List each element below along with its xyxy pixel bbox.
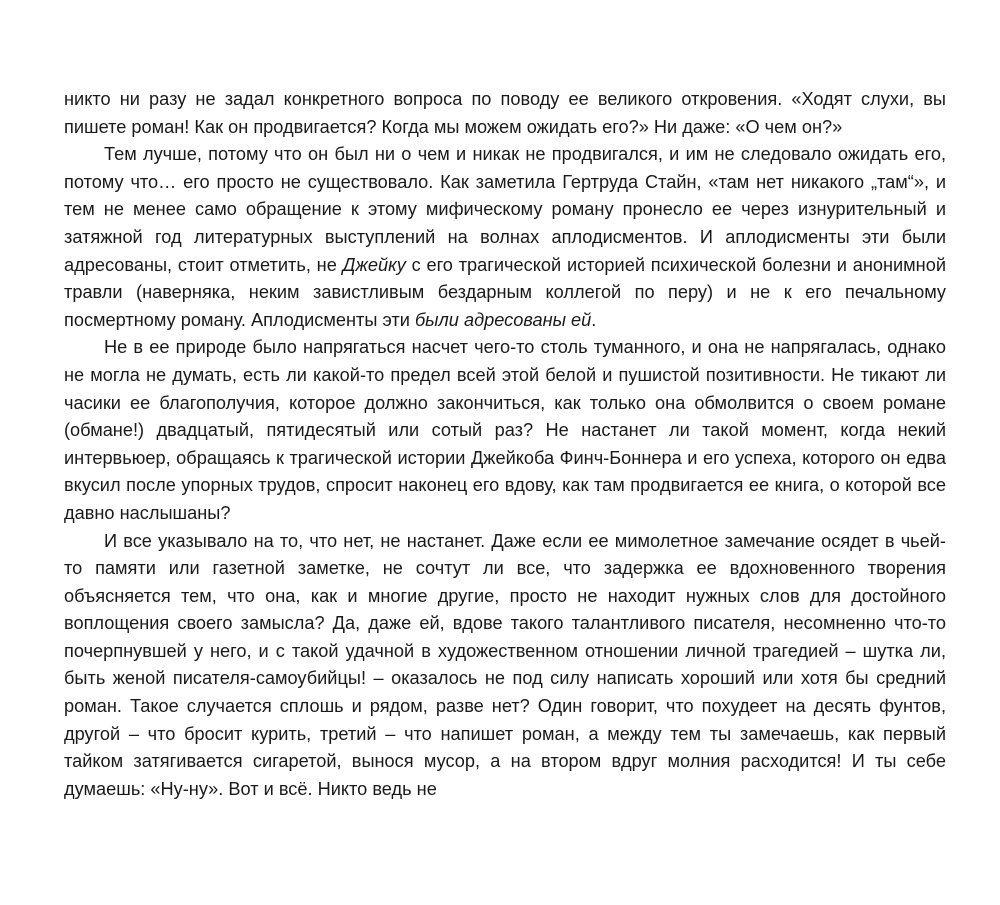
- italic-emphasis: были адресованы ей: [414, 309, 592, 330]
- paragraph-2: [64, 141, 946, 334]
- paragraph-2-text-b: с его трагической историей психической болезни и анонимной травли (наверняка, неким завистливым бездарным коллегой по перу) и не к его печальному посмертному роману. Аплодисменты эти: [64, 254, 947, 330]
- italic-name-jake: Джейку: [342, 254, 406, 275]
- paragraph-2-text-c: .: [591, 309, 597, 330]
- paragraph-3: [64, 334, 946, 527]
- paragraph-1: [64, 86, 946, 141]
- paragraph-2-text-a: Тем лучше, потому что он был ни о чем и никак не продвигался, и им не следовало ожидать его, потому что… его просто не существовало. Как заметила Гертруда Стайн, «там нет никакого „там“», и тем не менее само обращение к этому мифическому роману пронесло ее через изнурительный и затяжной год литературных выступлений на волнах аплодисментов. И аплодисменты эти были адресованы, стоит отметить, не: [64, 144, 946, 275]
- paragraph-4-text: И все указывало на то, что нет, не настанет. Даже если ее мимолетное замечание осядет в чьей-то памяти или газетной заметке, не сочтут ли все, что задержка ее вдохновенного творения объясняется тем, что она, как и многие другие, просто не находит нужных слов для достойного воплощения своего замысла? Да, даже ей, вдове такого талантливого писателя, несомненно что-то почерпнувшей у него, и с такой удачной в художественном отношении личной трагедией – шутка ли, быть женой писателя-самоубийцы! – оказалось не под силу написать хороший или хотя бы средний роман. Такое случается сплошь и рядом, разве нет? Один говорит, что похудеет на десять фунтов, другой – что бросит курить, третий – что напишет роман, а между тем ты замечаешь, как первый тайком затягивается сигаретой, вынося мусор, а на втором вдруг молния расходится! И ты себе думаешь: «Ну-ну». Вот и всё. Никто ведь не: [64, 530, 946, 799]
- paragraph-1-text: никто ни разу не задал конкретного вопроса по поводу ее великого откровения. «Ходят слухи, вы пишете роман! Как он продвигается? Когда мы можем ожидать его?» Ни даже: «О чем он?»: [64, 89, 946, 137]
- book-page-text: [64, 86, 946, 803]
- paragraph-3-text: Не в ее природе было напрягаться насчет чего-то столь туманного, и она не напрягалась, однако не могла не думать, есть ли какой-то предел всей этой белой и пушистой позитивности. Не тикают ли часики ее благополучия, которое должно закончиться, как только она обмолвится о своем романе (обмане!) двадцатый, пятидесятый или сотый раз? Не настанет ли такой момент, когда некий интервьюер, обращаясь к трагической истории Джейкоба Финч-Боннера и его успеха, которого он едва вкусил после упорных трудов, спросит наконец его вдову, как там продвигается ее книга, о которой все давно наслышаны?: [64, 337, 946, 523]
- paragraph-4: [64, 528, 946, 804]
